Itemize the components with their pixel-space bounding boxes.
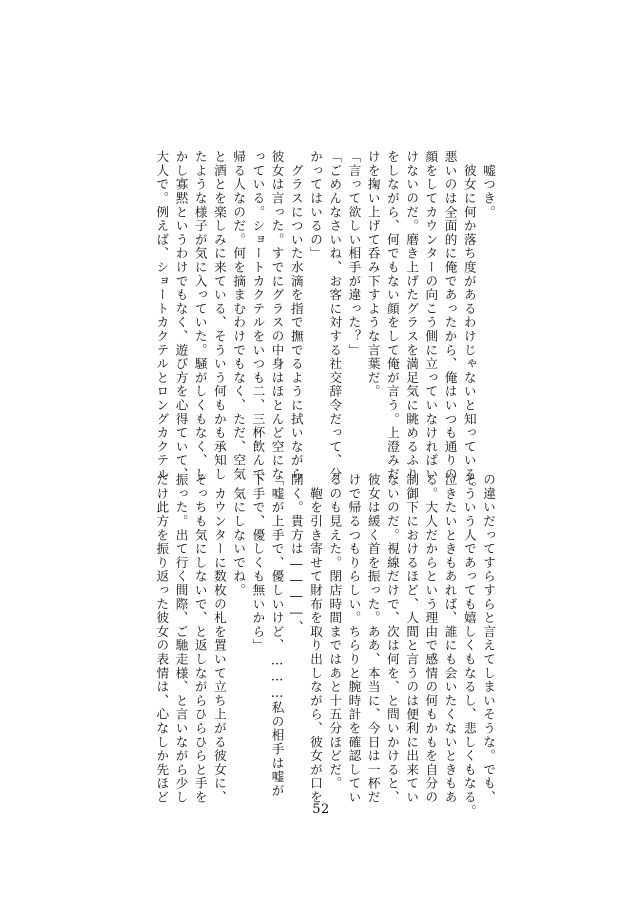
- text-line: 彼女は緩く首を振った。ああ、本当に、今日は一杯だ: [365, 473, 381, 805]
- text-line: 嘘つき。: [481, 150, 496, 219]
- text-line: 顔をしてカウンターの向こう側に立っていなければい: [423, 150, 439, 482]
- text-line: けを掬い上げて呑み下すような言葉だ。: [365, 150, 381, 399]
- text-line: っている。ショートカクテルをいつも二、三杯飲んで: [250, 150, 266, 482]
- text-line: るのも見えた。閉店時間まではあと十五分ほどだ。: [327, 473, 343, 791]
- text-line: 彼女に何か落ち度があるわけじゃないと知っている。: [461, 150, 477, 495]
- text-line: 「嘘が上手で、優しいけど、………私の相手は嘘が: [269, 473, 285, 798]
- text-line: ないのだ。視線だけで、次は何を、と問いかけると、: [384, 473, 400, 805]
- text-line: そういう人であっても嬉しくもなるし、悲しくもなる。: [461, 473, 477, 818]
- text-line: と酒とを楽しみに来ている、そういう何もかも承知し: [211, 150, 227, 482]
- text-line: をしながら、何でもない顔をして俺が言う。上澄みだ: [384, 150, 400, 482]
- text-line: 大人で。例えば、ショートカクテルとロングカクテル: [154, 150, 170, 482]
- text-line: 「ごめんなさいね、お客に対する社交辞令だって、分: [327, 150, 343, 482]
- text-line: カウンターに数枚の札を置いて立ち上がる彼女に、: [211, 473, 227, 805]
- top-text-block: [148, 150, 496, 495]
- text-line: けで帰るつもりらしい。ちらりと腕時計を確認してい: [346, 473, 362, 805]
- text-line: そっちも気にしないで、と返しながらひらひらと手を: [192, 473, 208, 805]
- text-line: 帰る人なのだ。何を摘まむわけでもなく、ただ、空気: [231, 150, 247, 482]
- text-line: 開く。貴方は――――、: [288, 473, 304, 635]
- text-line: かし寡黙というわけでもなく、遊び方を心得ていて、: [173, 150, 189, 482]
- text-line: かってはいるの」: [308, 150, 324, 261]
- text-line: グラスについた水滴を指で撫でるように拭いながら: [288, 150, 304, 482]
- text-line: 下手で、優しくも無いから」: [250, 473, 266, 653]
- text-line: 「言って欲しい相手が違った？」: [346, 150, 362, 357]
- text-line: 制御下におけるほど、人間と言うのは便利に出来てい: [404, 473, 420, 805]
- page-number: 52: [312, 802, 330, 817]
- text-line: 彼女は言った。すでにグラスの中身はほとんど空にな: [269, 150, 285, 482]
- text-line: る。大人だからという理由で感情の何もかもを自分の: [423, 473, 439, 805]
- text-line: けないのだ。磨き上げたグラスを満足気に眺めるふり: [404, 150, 420, 482]
- text-line: 悪いのは全面的に俺であったから、俺はいつも通りの: [442, 150, 458, 482]
- text-line: たような様子が気に入っていた。騒がしくもなく、し: [192, 150, 208, 482]
- text-line: 鞄を引き寄せて財布を取り出しながら、彼女が口を: [308, 473, 324, 805]
- text-line: 気にしないでね。: [231, 473, 247, 598]
- text-line: だけ此方を振り返った彼女の表情は、心なしか先ほど: [154, 473, 170, 805]
- text-line: 振った。出て行く間際、ご馳走様、と言いながら少し: [173, 473, 189, 805]
- text-line: 泣きたいときもあれば、誰にも会いたくないときもあ: [442, 473, 458, 805]
- text-line: の違いだってすらすらと言えてしまいそうな。でも、: [481, 473, 496, 805]
